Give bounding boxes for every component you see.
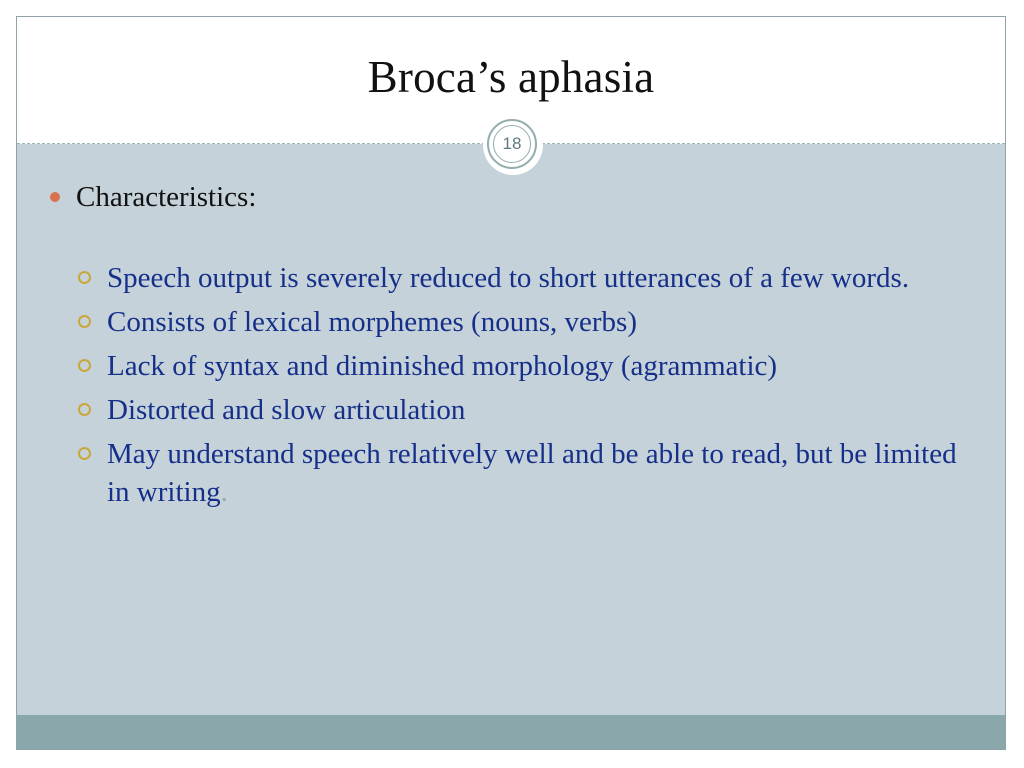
hollow-circle-icon	[78, 359, 91, 372]
list-item	[17, 347, 1005, 385]
page-number-badge	[487, 119, 537, 169]
list-item-text: Speech output is severely reduced to short utterances of a few words.	[107, 262, 910, 294]
list-item-text: Consists of lexical morphemes (nouns, verbs)	[107, 306, 637, 338]
hollow-circle-icon	[78, 271, 91, 284]
page-number: 18	[502, 134, 522, 153]
list-item-text: May understand speech relatively well and be able to read, but be limited in writing	[107, 438, 957, 508]
characteristics-list	[17, 259, 1005, 511]
hollow-circle-icon	[78, 403, 91, 416]
list-item	[17, 435, 1005, 511]
heading-text: Characteristics:	[76, 181, 257, 213]
list-item	[17, 391, 1005, 429]
bullet-heading	[17, 177, 1005, 217]
hollow-circle-icon	[78, 447, 91, 460]
slide-content	[17, 177, 1005, 517]
list-item-text: Lack of syntax and diminished morphology (agrammatic)	[107, 350, 778, 382]
slide-title: Broca’s aphasia	[367, 52, 655, 102]
slide	[16, 16, 1006, 750]
hollow-circle-icon	[78, 315, 91, 328]
list-item-text: Distorted and slow articulation	[107, 394, 466, 426]
list-item	[17, 303, 1005, 341]
bullet-dot-icon	[50, 192, 60, 202]
list-item	[17, 259, 1005, 297]
trailing-period: .	[220, 476, 228, 508]
footer-band	[17, 715, 1005, 749]
